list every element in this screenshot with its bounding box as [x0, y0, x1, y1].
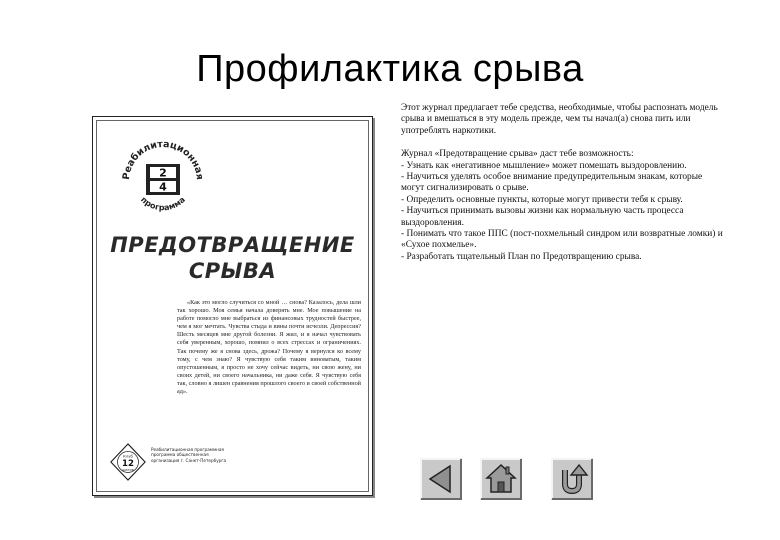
intro-paragraph: Этот журнал предлагает тебе средства, необходимые, чтобы распознать модель срыва и вмешаться в эту модель прежде, чем ты начал(а) снова пить или употреблять наркотики. — [401, 103, 718, 136]
list-item: - Разработать тщательный План по Предотвращению срыва. — [401, 251, 642, 262]
organization-name: Реабилитационная программная программа общественная организация г. Санкт-Петербурга — [151, 447, 227, 463]
cover-heading-line1: ПРЕДОТВРАЩЕНИЕ — [110, 233, 355, 257]
list-item: - Научиться уделять особое внимание предупредительным знакам, которые могут сигнализировать о срыве. — [401, 172, 703, 194]
book-cover — [92, 116, 373, 496]
back-button[interactable] — [420, 458, 462, 500]
seal-number: 12 — [122, 458, 134, 469]
list-item: - Научиться принимать вызовы жизни как нормальную часть процесса выздоровления. — [401, 206, 684, 228]
list-item: Журнал «Предотвращение срыва» даст тебе возможность: — [401, 149, 634, 160]
list-item: - Узнать как «негативное мышление» может помешать выздоровлению. — [401, 160, 687, 171]
program-emblem — [113, 129, 213, 229]
home-button[interactable] — [480, 458, 522, 500]
list-item: - Понимать что такое ППС (пост-похмельный синдром или возвратные ломки) и «Сухое похмелье». — [401, 229, 723, 251]
emblem-bottom-text: программа — [139, 195, 187, 213]
slide-title: Профилактика срыва — [196, 48, 584, 90]
description-text — [401, 103, 723, 263]
seal-text-bottom: шагов — [122, 468, 134, 473]
list-item: - Определить основные пункты, которые могут привести тебя к срыву. — [401, 194, 683, 205]
cover-epigraph — [177, 299, 361, 396]
emblem-digit-top: 2 — [159, 166, 167, 180]
emblem-digit-bottom: 4 — [159, 180, 167, 194]
return-button[interactable] — [551, 458, 593, 500]
book-cover-frame — [96, 120, 369, 492]
cover-epigraph-text: «Как это могло случиться со мной … снова? Казалось, дела шли так хорошо. Моя семья начала доверять мне. Мое повышение на работе помогло мне выбраться из финансовых трудностей быстрее, чем я мог мечтать. Чувства стыда и вины почти исчезли. Депрессия? Шесть месяцев мне другой болезни. Я жил, и я начал чувствовать себя уверенным, хорошо, помнил о всех стрессах и ограничениях. Так почему же я снова здесь, дрожа? Почему я вернулся ко всему тому, с чем знаю? Я чувствую себя таким виноватым, таким опустошенным, я просто не хочу сейчас видеть, ни свою жену, ни своих детей, ни своего начальника, ни даже себя. Я чувствую себя так, словно я лишен сравнения прошлого своего и своей собственной ад». — [177, 299, 361, 396]
cover-heading-line2: СРЫВА — [188, 259, 277, 283]
seal-text-top: Клуб — [123, 453, 133, 459]
emblem-arc-text: Реабилитационная — [120, 138, 206, 181]
organization-seal-icon — [109, 443, 147, 481]
